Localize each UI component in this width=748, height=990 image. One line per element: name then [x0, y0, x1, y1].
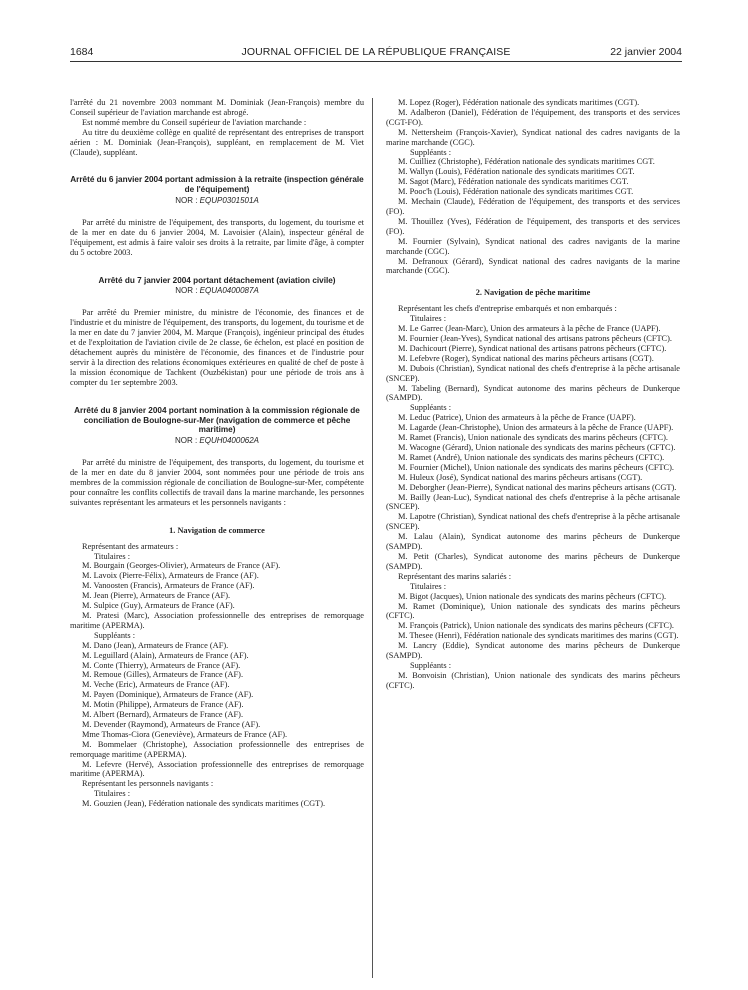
- member-entry: M. François (Patrick), Union nationale des syndicats des marins pêcheurs (CFTC).: [398, 621, 674, 631]
- member-entry: M. Defranoux (Gérard), Syndicat national des cadres navigants de la marine marchande (CGC).: [386, 256, 680, 276]
- arrete-title: Arrêté du 8 janvier 2004 portant nomination à la commission régionale de conciliation de Boulogne-sur-Mer (navigation de commerce et pêche maritime): [74, 405, 360, 435]
- left-column: [70, 98, 364, 809]
- member-entry: M. Bommelaer (Christophe), Association professionnelle des entreprises de remorquage maritime (APERMA).: [70, 739, 364, 759]
- group-label: Représentant des armateurs :: [82, 541, 179, 551]
- member-entry: M. Vanoosten (Francis), Armateurs de France (AF).: [82, 581, 255, 591]
- member-entry: M. Fournier (Sylvain), Syndicat national des cadres navigants de la marine marchande (CGC).: [386, 236, 680, 256]
- member-entry: M. Nettersheim (François-Xavier), Syndicat national des cadres navigants de la marine marchande (CGC).: [386, 127, 680, 147]
- member-entry: M. Devender (Raymond), Armateurs de France (AF).: [82, 719, 261, 729]
- member-entry: M. Leguillard (Alain), Armateurs de France (AF).: [82, 650, 249, 660]
- member-entry: M. Veche (Eric), Armateurs de France (AF).: [82, 680, 230, 690]
- member-entry: M. Lefebvre (Roger), Syndicat national des marins pêcheurs artisans (CGT).: [398, 353, 654, 363]
- member-entry: M. Ramet (André), Union nationale des syndicats des marins pêcheurs (CFTC).: [398, 452, 665, 462]
- sub-label: Titulaires :: [94, 551, 131, 561]
- member-entry: M. Wallyn (Louis), Fédération nationale des syndicats maritimes CGT.: [398, 167, 635, 177]
- member-entry: M. Fournier (Jean-Yves), Syndicat national des artisans patrons pêcheurs (CFTC).: [398, 334, 672, 344]
- member-entry: M. Le Garrec (Jean-Marc), Union des armateurs à la pêche de France (UAPF).: [398, 324, 661, 334]
- member-entry: M. Sagot (Marc), Fédération nationale des syndicats maritimes CGT.: [398, 177, 629, 187]
- member-entry: M. Pooc'h (Louis), Fédération nationale des syndicats maritimes CGT.: [398, 187, 634, 197]
- member-entry: M. Bailly (Jean-Luc), Syndicat national des chefs d'entreprise à la pêche artisanale (SNCEP).: [386, 492, 680, 512]
- sub-label: Titulaires :: [94, 789, 131, 799]
- issue-date: 22 janvier 2004: [610, 46, 682, 58]
- member-entry: M. Lopez (Roger), Fédération nationale des syndicats maritimes (CGT).: [398, 98, 640, 107]
- nor-reference: NOR : EQUP0301501A: [175, 196, 259, 206]
- member-entry: M. Wacogne (Gérard), Union nationale des syndicats des marins pêcheurs (CFTC).: [398, 443, 676, 452]
- intro-paragraph: Est nommé membre du Conseil supérieur de l'aviation marchande :: [82, 117, 307, 127]
- nor-reference: NOR : EQUH0400062A: [174, 436, 260, 446]
- member-entry: M. Leduc (Patrice), Union des armateurs à la pêche de France (UAPF).: [398, 413, 636, 423]
- member-entry: M. Bigot (Jacques), Union nationale des syndicats des marins pêcheurs (CFTC).: [398, 591, 667, 601]
- column-separator: [372, 98, 373, 978]
- arrete-title: Arrêté du 6 janvier 2004 portant admission à la retraite (inspection générale de l'équipement): [70, 175, 364, 195]
- member-entry: M. Huleux (José), Syndicat national des marins pêcheurs artisans (CGT).: [398, 472, 643, 482]
- member-entry: M. Pratesi (Marc), Association professionnelle des entreprises de remorquage maritime (APERMA).: [70, 610, 364, 630]
- member-entry: M. Adalberon (Daniel), Fédération de l'équipement, des transports et des services (CGT-FO).: [386, 107, 680, 127]
- member-entry: M. Lancry (Eddie), Syndicat autonome des marins pêcheurs de Dunkerque (SAMPD).: [386, 641, 680, 661]
- member-entry: M. Dubois (Christian), Syndicat national des chefs d'entreprise à la pêche artisanale (SNCEP).: [386, 363, 680, 383]
- member-entry: M. Payen (Dominique), Armateurs de France (AF).: [82, 690, 254, 700]
- right-column: [386, 98, 680, 691]
- member-entry: Mme Thomas-Ciora (Geneviève), Armateurs de France (AF).: [82, 729, 288, 739]
- intro-paragraph: Au titre du deuxième collège en qualité de représentant des entreprises de transport aérien : M. Dominiak (Jean-François), suppléant, en remplacement de M. Viet (Claude), suppléant.: [70, 127, 364, 157]
- member-entry: M. Lefevre (Hervé), Association professionnelle des entreprises de remorquage maritime (APERMA).: [70, 759, 364, 779]
- member-entry: M. Bourgain (Georges-Olivier), Armateurs de France (AF).: [82, 561, 281, 571]
- member-entry: M. Ramet (Francis), Union nationale des syndicats des marins pêcheurs (CFTC).: [398, 433, 668, 443]
- member-entry: M. Dachicourt (Pierre), Syndicat national des artisans patrons pêcheurs (CFTC).: [398, 343, 667, 353]
- member-entry: M. Thouillez (Yves), Fédération de l'équipement, des transports et des services (FO).: [386, 216, 680, 236]
- sub-label: Titulaires :: [410, 581, 447, 591]
- member-entry: M. Sulpice (Guy), Armateurs de France (AF).: [82, 601, 235, 611]
- page-header: [70, 46, 682, 62]
- member-entry: M. Tabeling (Bernard), Syndicat autonome des marins pêcheurs de Dunkerque (SAMPD).: [386, 383, 680, 403]
- member-entry: M. Remoue (Gilles), Armateurs de France (AF).: [82, 670, 244, 680]
- member-entry: M. Lapotre (Christian), Syndicat national des chefs d'entreprise à la pêche artisanale (SNCEP).: [386, 512, 680, 532]
- sub-label: Titulaires :: [410, 314, 447, 324]
- section-heading: 2. Navigation de pêche maritime: [475, 288, 591, 298]
- member-entry: M. Jean (Pierre), Armateurs de France (AF).: [82, 591, 231, 601]
- arrete-body: Par arrêté du Premier ministre, du ministre de l'économie, des finances et de l'industrie et du ministre de l'équipement, des transports, du logement, du tourisme et de la mer en date du 7 janvier 2004, M. Marque (François), ingénieur principal des études et de l'exploitation de l'aviation civile de 2e classe, 6e échelon, est placé en position de détachement auprès du ministère de l'économie, des finances et de l'industrie pour servir à la direction des relations économiques extérieures en qualité de chef de poste à la mission économique de Tachkent (Ouzbékistan) pour une période de trois ans à compter du 1er septembre 2003.: [70, 308, 364, 387]
- sub-label: Suppléants :: [94, 630, 136, 640]
- journal-title: JOURNAL OFFICIEL DE LA RÉPUBLIQUE FRANÇAISE: [241, 46, 511, 58]
- page-number: 1684: [70, 46, 94, 58]
- sub-label: Suppléants :: [410, 147, 452, 157]
- member-entry: M. Petit (Charles), Syndicat autonome des marins pêcheurs de Dunkerque (SAMPD).: [386, 551, 680, 571]
- member-entry: M. Gouzien (Jean), Fédération nationale des syndicats maritimes (CGT).: [82, 799, 326, 809]
- member-entry: M. Lagarde (Jean-Christophe), Union des armateurs à la pêche de France (UAPF).: [398, 423, 674, 433]
- group-label: Représentant des marins salariés :: [398, 571, 512, 581]
- member-entry: M. Lavoix (Pierre-Félix), Armateurs de France (AF).: [82, 571, 259, 581]
- intro-paragraph: l'arrêté du 21 novembre 2003 nommant M. Dominiak (Jean-François) membre du Conseil supérieur de l'aviation marchande est abrogé.: [70, 98, 364, 117]
- group-label: Représentant les personnels navigants :: [82, 779, 214, 789]
- section-heading: 1. Navigation de commerce: [169, 525, 265, 535]
- member-entry: M. Conte (Thierry), Armateurs de France (AF).: [82, 660, 241, 670]
- member-entry: M. Thesee (Henri), Fédération nationale des syndicats maritimes des marins (CGT).: [398, 631, 679, 641]
- member-entry: M. Fournier (Michel), Union nationale des syndicats des marins pêcheurs (CFTC).: [398, 462, 674, 472]
- arrete-body: Par arrêté du ministre de l'équipement, des transports, du logement, du tourisme et de la mer en date du 8 janvier 2004, sont nommées pour une période de trois ans membres de la commission régionale de conciliation de Boulogne-sur-Mer, compétente pour connaître les conflits collectifs de travail dans la marine marchande, les personnes suivantes représentant les armateurs et les personnels navigants :: [70, 458, 364, 507]
- group-label: Représentant les chefs d'entreprise embarqués et non embarqués :: [398, 304, 617, 314]
- member-entry: M. Mechain (Claude), Fédération de l'équipement, des transports et des services (FO).: [386, 197, 680, 216]
- sub-label: Suppléants :: [410, 660, 452, 670]
- member-entry: M. Bonvoisin (Christian), Union nationale des syndicats des marins pêcheurs (CFTC).: [386, 670, 680, 690]
- member-entry: M. Cuilliez (Christophe), Fédération nationale des syndicats maritimes CGT.: [398, 157, 655, 167]
- member-entry: M. Albert (Bernard), Armateurs de France (AF).: [82, 710, 244, 720]
- nor-reference: NOR : EQUA0400087A: [175, 286, 259, 296]
- member-entry: M. Deborgher (Jean-Pierre), Syndicat national des marins pêcheurs artisans (CGT).: [398, 482, 677, 492]
- member-entry: M. Motin (Philippe), Armateurs de France (AF).: [82, 700, 244, 710]
- member-entry: M. Ramet (Dominique), Union nationale des syndicats des marins pêcheurs (CFTC).: [386, 601, 680, 621]
- sub-label: Suppléants :: [410, 403, 452, 413]
- member-entry: M. Lalau (Alain), Syndicat autonome des marins pêcheurs de Dunkerque (SAMPD).: [386, 532, 680, 552]
- member-entry: M. Dano (Jean), Armateurs de France (AF).: [82, 640, 229, 650]
- header-rule: [70, 61, 682, 62]
- arrete-title: Arrêté du 7 janvier 2004 portant détachement (aviation civile): [98, 275, 336, 285]
- arrete-body: Par arrêté du ministre de l'équipement, des transports, du logement, du tourisme et de la mer en date du 6 janvier 2004, M. Lavoisier (Alain), inspecteur général de l'équipement, est admis à faire valoir ses droits à la retraite, par limite d'âge, à compter du 5 octobre 2003.: [70, 218, 364, 257]
